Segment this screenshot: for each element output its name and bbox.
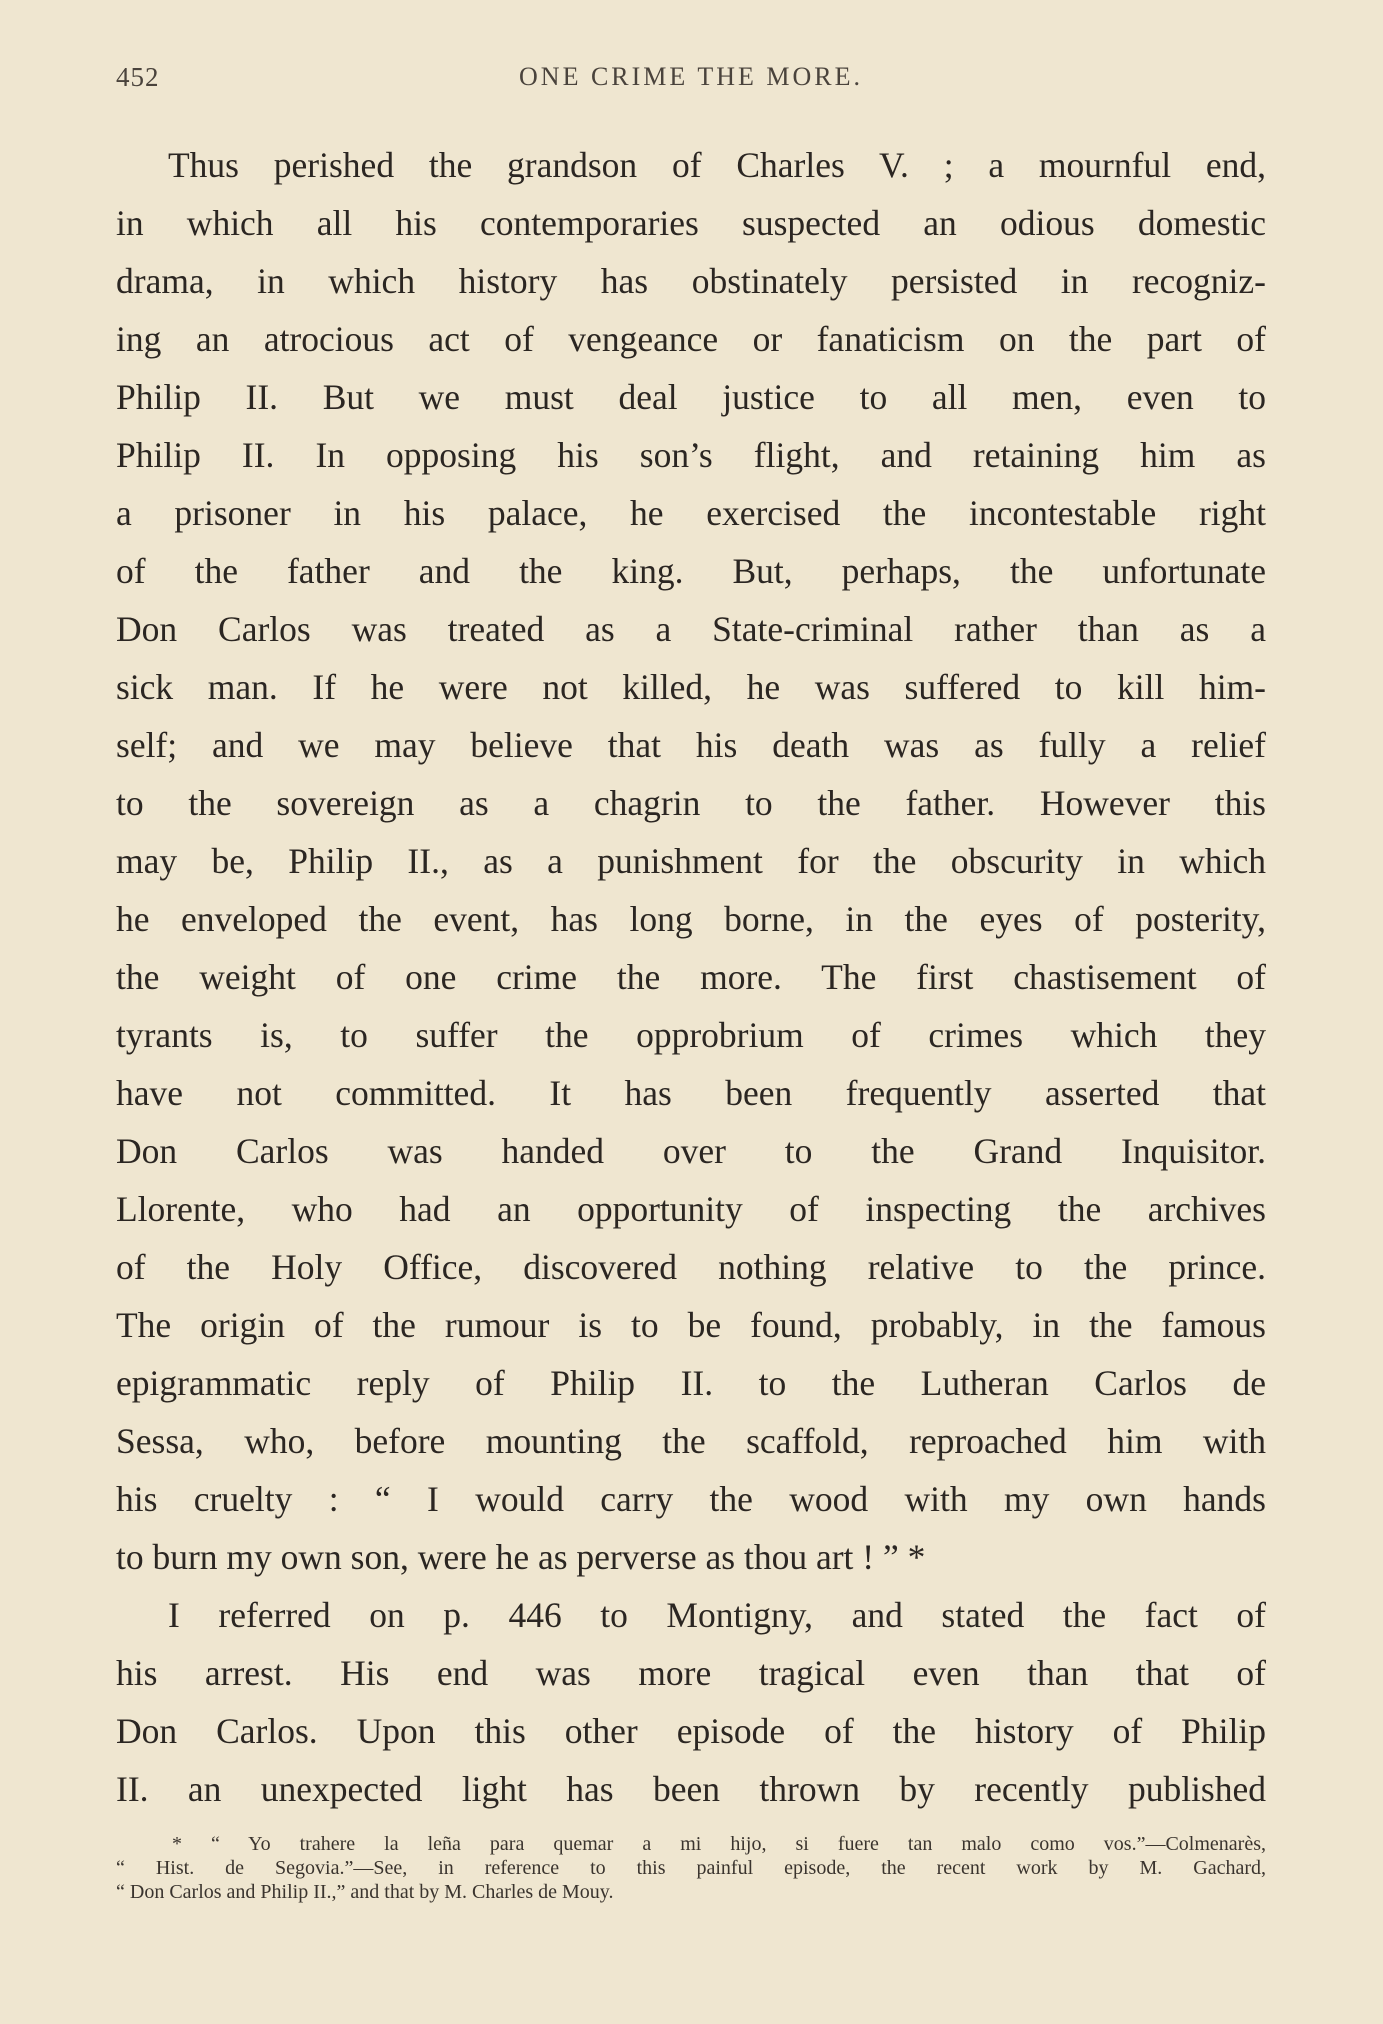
text-line: his cruelty : “ I would carry the wood with my own hands <box>116 1479 1266 1519</box>
text-line: Don Carlos was treated as a State-criminal rather than as a <box>116 609 1266 649</box>
text-line: Philip II. In opposing his son’s flight, and retaining him as <box>116 435 1266 475</box>
text-line: may be, Philip II., as a punishment for the obscurity in which <box>116 841 1266 881</box>
text-line: Don Carlos. Upon this other episode of the history of Philip <box>116 1711 1266 1751</box>
running-title: ONE CRIME THE MORE. <box>519 62 863 91</box>
text-line: have not committed. It has been frequently asserted that <box>116 1073 1266 1113</box>
text-line: of the Holy Office, discovered nothing relative to the prince. <box>116 1247 1266 1287</box>
text-line: Sessa, who, before mounting the scaffold, reproached him with <box>116 1421 1266 1461</box>
text-line: The origin of the rumour is to be found, probably, in the famous <box>116 1305 1266 1345</box>
text-line: II. an unexpected light has been thrown by recently published <box>116 1769 1266 1809</box>
text-line: to the sovereign as a chagrin to the father. However this <box>116 783 1266 823</box>
footnote-line: “ Hist. de Segovia.”—See, in reference to this painful episode, the recent work by M. Gachard, <box>116 1857 1266 1879</box>
footnote-line: * “ Yo trahere la leña para quemar a mi hijo, si fuere tan malo como vos.”—Colmenarès, <box>172 1833 1266 1855</box>
text-line: epigrammatic reply of Philip II. to the Lutheran Carlos de <box>116 1363 1266 1403</box>
page-header <box>116 62 1266 102</box>
text-line: self; and we may believe that his death was as fully a relief <box>116 725 1266 765</box>
footnotes <box>116 1832 1266 1904</box>
text-line: to burn my own son, were he as perverse as thou art ! ” * <box>116 1537 926 1577</box>
text-line: sick man. If he were not killed, he was suffered to kill him- <box>116 667 1266 707</box>
page-number: 452 <box>116 62 160 92</box>
text-line: his arrest. His end was more tragical even than that of <box>116 1653 1266 1693</box>
text-line: drama, in which history has obstinately persisted in recogniz- <box>116 261 1266 301</box>
text-line: of the father and the king. But, perhaps, the unfortunate <box>116 551 1266 591</box>
text-line: I referred on p. 446 to Montigny, and stated the fact of <box>168 1595 1266 1635</box>
text-line: he enveloped the event, has long borne, in the eyes of posterity, <box>116 899 1266 939</box>
text-line: ing an atrocious act of vengeance or fanaticism on the part of <box>116 319 1266 359</box>
text-line: a prisoner in his palace, he exercised the incontestable right <box>116 493 1266 533</box>
footnote-line: “ Don Carlos and Philip II.,” and that by M. Charles de Mouy. <box>116 1881 614 1903</box>
text-line: Thus perished the grandson of Charles V. ; a mournful end, <box>168 145 1266 185</box>
text-line: the weight of one crime the more. The first chastisement of <box>116 957 1266 997</box>
text-line: Don Carlos was handed over to the Grand Inquisitor. <box>116 1131 1266 1171</box>
text-line: Llorente, who had an opportunity of inspecting the archives <box>116 1189 1266 1229</box>
text-line: Philip II. But we must deal justice to all men, even to <box>116 377 1266 417</box>
body-text <box>116 136 1266 1818</box>
text-line: in which all his contemporaries suspected an odious domestic <box>116 203 1266 243</box>
text-line: tyrants is, to suffer the opprobrium of crimes which they <box>116 1015 1266 1055</box>
